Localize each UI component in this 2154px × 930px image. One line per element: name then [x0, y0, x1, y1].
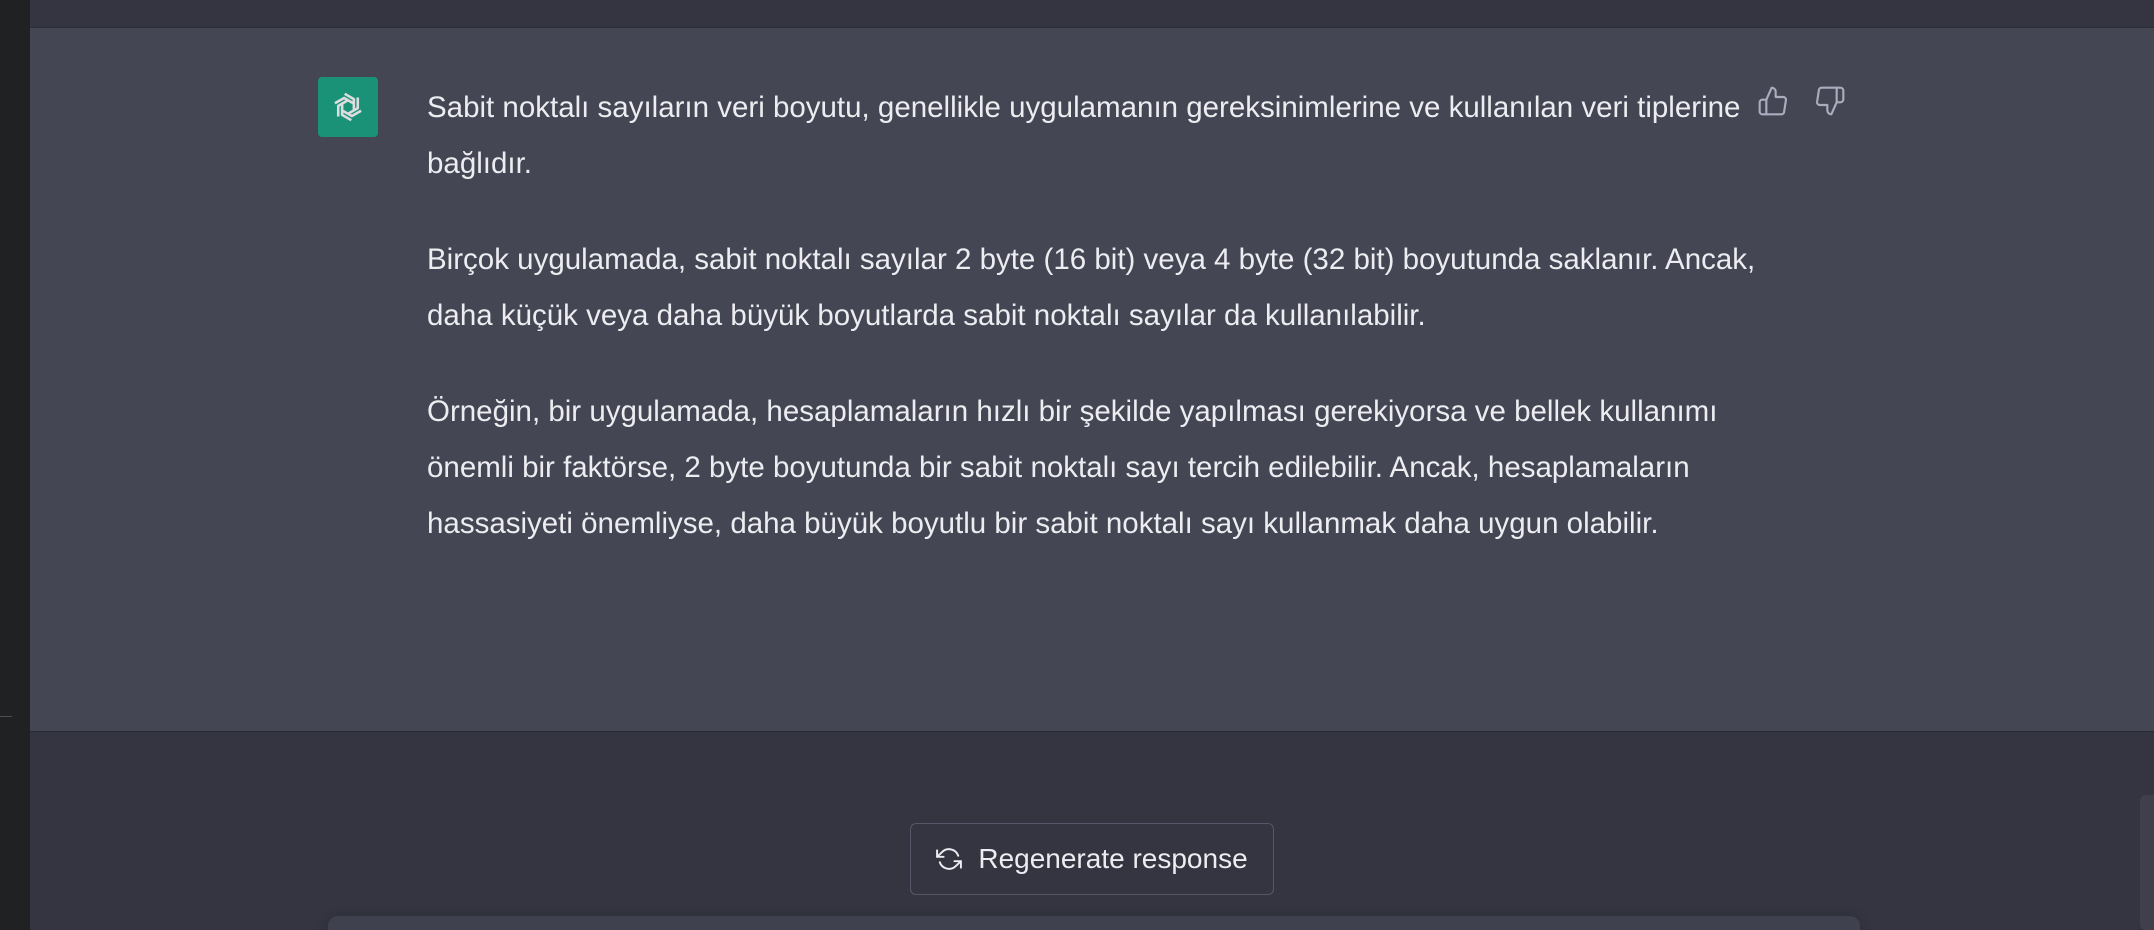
- refresh-icon: [936, 846, 962, 872]
- message-paragraph: Birçok uygulamada, sabit noktalı sayılar 2 byte (16 bit) veya 4 byte (32 bit) boyutunda saklanır. Ancak, daha küçük veya daha büyük boyutlarda sabit noktalı sayılar da kullanılabilir.: [427, 243, 1756, 332]
- thumbs-down-icon: [1814, 85, 1846, 117]
- thumbs-down-button[interactable]: [1811, 82, 1849, 120]
- message-paragraph: Örneğin, bir uygulamada, hesaplamaların hızlı bir şekilde yapılması gerekiyorsa ve bellek kullanımı önemli bir faktörse, 2 byte boyutunda bir sabit noktalı sayı tercih edilebilir. Ancak, hesaplamaların hassasiyeti önemliyse, daha büyük boyutlu bir sabit noktalı sayı kullanmak daha uygun olabilir.: [427, 395, 1718, 540]
- assistant-message: [30, 28, 2154, 732]
- regenerate-response-button[interactable]: [910, 823, 1274, 895]
- message-input-box[interactable]: [328, 916, 1860, 930]
- assistant-avatar: [318, 77, 378, 137]
- scrollbar-thumb[interactable]: [2140, 795, 2154, 930]
- sidebar-edge: [0, 0, 30, 930]
- regenerate-label: Regenerate response: [978, 843, 1248, 874]
- thumbs-up-button[interactable]: [1754, 82, 1792, 120]
- openai-logo-icon: [326, 85, 370, 129]
- thumbs-up-icon: [1757, 85, 1789, 117]
- previous-message-edge: [30, 0, 2154, 28]
- message-content: [427, 80, 1757, 592]
- sidebar-divider: [0, 716, 12, 717]
- message-paragraph: Sabit noktalı sayıların veri boyutu, genellikle uygulamanın gereksinimlerine ve kullanılan veri tiplerine bağlıdır.: [427, 91, 1741, 180]
